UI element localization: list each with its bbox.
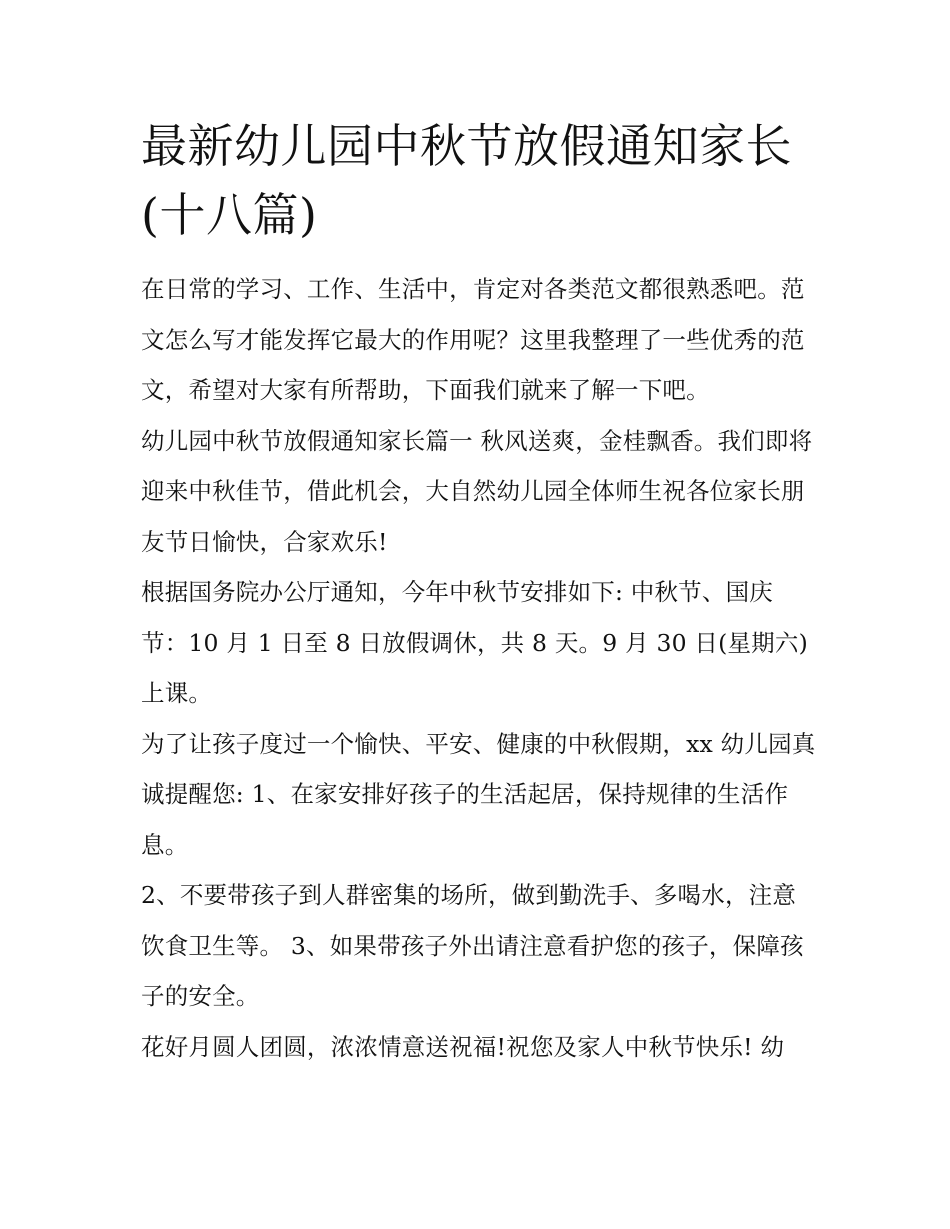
paragraph-greeting: 幼儿园中秋节放假通知家长篇一 秋风送爽，金桂飘香。我们即将迎来中秋佳节，借此机会，大自然幼儿园全体师生祝各位家长朋友节日愉快，合家欢乐! [141, 426, 813, 556]
paragraph-intro: 在日常的学习、工作、生活中，肯定对各类范文都很熟悉吧。范文怎么写才能发挥它最大的作用呢？这里我整理了一些优秀的范文，希望对大家有所帮助，下面我们就来了解一下吧。 [141, 275, 805, 404]
paragraph-schedule: 根据国务院办公厅通知，今年中秋节安排如下: 中秋节、国庆节：10 月 1 日至 8 日放假调休，共 8 天。9 月 30 日(星期六)上课。 [141, 578, 808, 707]
document-body [141, 112, 816, 1072]
paragraph-blessing: 花好月圆人团圆，浓浓情意送祝福!祝您及家人中秋节快乐! 幼 [141, 1032, 785, 1061]
paragraph-reminder-1: 为了让孩子度过一个愉快、平安、健康的中秋假期，xx 幼儿园真诚提醒您: 1、在家安排好孩子的生活起居，保持规律的生活作息。 [141, 729, 816, 859]
document-title: 最新幼儿园中秋节放假通知家长(十八篇) [141, 119, 792, 242]
paragraph-reminder-2-3: 2、不要带孩子到人群密集的场所，做到勤洗手、多喝水，注意饮食卫生等。 3、如果带孩子外出请注意看护您的孩子，保障孩子的安全。 [141, 881, 804, 1010]
